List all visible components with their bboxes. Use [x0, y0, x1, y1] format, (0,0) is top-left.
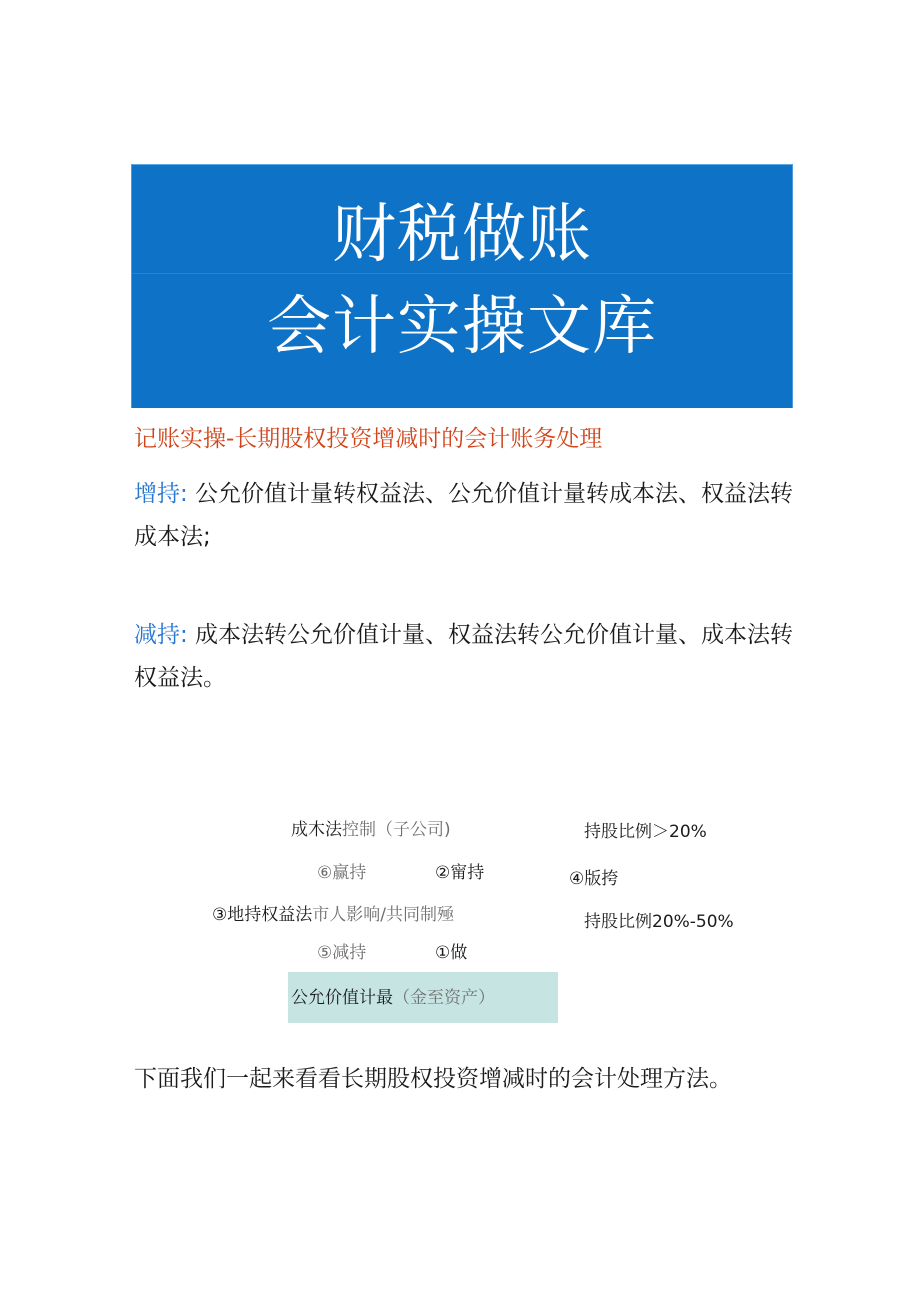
- fair-value-node: [291, 986, 495, 1010]
- cost-method-note: 控制（子公司): [342, 820, 451, 840]
- decrease-label: 减持:: [134, 622, 188, 648]
- equity-method-node: [212, 903, 454, 927]
- step-5-label: ⑤减持: [317, 943, 367, 963]
- title-banner: [131, 164, 793, 408]
- banner-title-line-2: 会计实操文库: [267, 290, 657, 364]
- step-4-label: ④版挎: [569, 869, 619, 889]
- increase-text: 公允价值计量转权益法、公允价值计量转成本法、权益法转成本法;: [134, 481, 794, 550]
- fair-value-label: 公允价值计最: [291, 988, 393, 1008]
- increase-paragraph: [134, 473, 794, 559]
- step-1-label: ①做: [435, 943, 468, 963]
- ratio-over-20-label: 持股比例＞20%: [584, 822, 707, 842]
- decrease-paragraph: [134, 614, 794, 700]
- ratio-20-50-label: 持股比例20%-50%: [584, 912, 734, 932]
- equity-method-note: 市人影响/共同制殛: [312, 905, 454, 925]
- decrease-text: 成本法转公允价值计量、权益法转公允价值计量、成本法转权益法。: [134, 622, 794, 691]
- cost-method-label: 成木法: [291, 820, 342, 840]
- equity-method-label: ③地持权益法: [212, 905, 313, 925]
- increase-label: 增持:: [134, 481, 188, 507]
- banner-title-line-1: 财税做账: [332, 198, 592, 272]
- fair-value-note: （金至资产）: [393, 988, 495, 1008]
- document-title: 记账实操-长期股权投资增减时的会计账务处理: [134, 426, 603, 452]
- step-6-label: ⑥赢持: [317, 863, 367, 883]
- step-2-label: ②甯持: [435, 863, 485, 883]
- cost-method-node: [291, 818, 451, 842]
- closing-sentence: 下面我们一起来看看长期股权投资增减时的会计处理方法。: [134, 1066, 732, 1092]
